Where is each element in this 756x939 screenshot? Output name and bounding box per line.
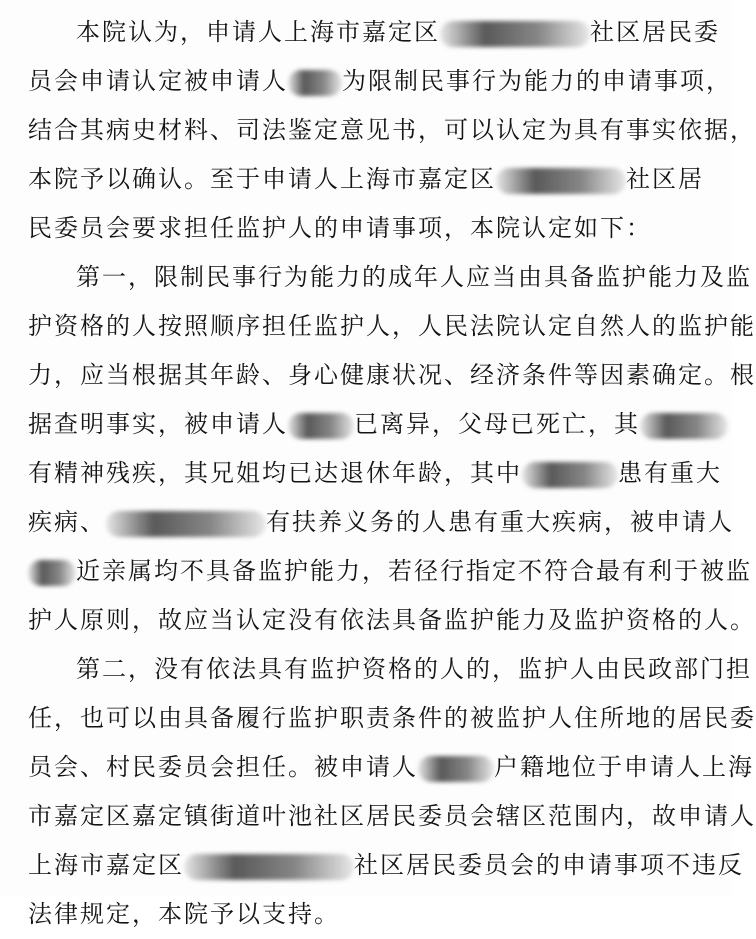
text-segment: 已离异，父母已死亡，其 <box>354 410 640 438</box>
text-line <box>28 155 704 204</box>
text-segment: 社区居民委 <box>590 18 720 46</box>
text-segment: 护人原则，故应当认定没有依法具备监护能力及监护资格的人。 <box>28 606 756 634</box>
text-segment: 有精神残疾，其兄姐均已达退休年龄，其中 <box>28 459 522 487</box>
text-line <box>28 351 756 400</box>
text-segment: 任，也可以由具备履行监护职责条件的被监护人住所地的居民委 <box>28 704 756 732</box>
text-segment: 市嘉定区嘉定镇街道叶池社区居民委员会辖区范围内，故申请人 <box>28 802 756 830</box>
text-line <box>28 792 756 841</box>
text-segment: 患有重大 <box>618 459 722 487</box>
redaction-mark <box>184 854 354 880</box>
redaction-mark <box>440 21 590 47</box>
text-segment: 护资格的人按照顺序担任监护人，人民法院认定自然人的监护能 <box>28 312 756 340</box>
text-line <box>28 596 756 645</box>
text-line <box>28 645 752 694</box>
redaction-mark <box>106 511 266 537</box>
redaction-mark <box>640 413 728 439</box>
text-segment: 社区居 <box>626 165 704 193</box>
text-line <box>28 302 756 351</box>
redaction-mark <box>496 168 626 194</box>
text-segment: 第二，没有依法具有监护资格的人的，监护人由民政部门担 <box>76 655 752 683</box>
text-segment: 本院予以确认。至于申请人上海市嘉定区 <box>28 165 496 193</box>
text-segment: 上海市嘉定区 <box>28 851 184 879</box>
text-segment: 第一，限制民事行为能力的成年人应当由具备监护能力及监 <box>76 263 752 291</box>
text-line <box>28 106 756 155</box>
text-segment: 为限制民事行为能力的申请事项， <box>342 67 732 95</box>
text-line <box>28 57 732 106</box>
text-segment: 结合其病史材料、司法鉴定意见书，可以认定为具有事实依据， <box>28 116 756 144</box>
text-line <box>28 694 756 743</box>
text-line <box>28 253 752 302</box>
text-segment: 员会、村民委员会担任。被申请人 <box>28 753 418 781</box>
text-line <box>28 8 720 57</box>
text-line <box>28 400 704 449</box>
redaction-mark <box>288 70 342 96</box>
text-segment: 近亲属均不具备监护能力，若径行指定不符合最有利于被监 <box>76 557 752 585</box>
text-segment: 社区居民委员会的申请事项不违反 <box>354 851 744 879</box>
text-line <box>28 743 754 792</box>
text-line <box>28 498 734 547</box>
text-segment: 法律规定，本院予以支持。 <box>28 900 340 928</box>
text-line <box>28 841 744 890</box>
text-line <box>28 449 722 498</box>
text-segment: 力，应当根据其年龄、身心健康状况、经济条件等因素确定。根 <box>28 361 756 389</box>
text-segment: 员会申请认定被申请人 <box>28 67 288 95</box>
text-line <box>28 204 704 253</box>
text-segment: 本院认为，申请人上海市嘉定区 <box>76 18 440 46</box>
text-segment: 户籍地位于申请人上海 <box>494 753 754 781</box>
redaction-mark <box>418 756 494 782</box>
redaction-mark <box>522 462 618 488</box>
redaction-mark <box>28 560 76 586</box>
text-line <box>28 890 704 939</box>
text-line <box>28 547 752 596</box>
redaction-mark <box>288 413 354 439</box>
text-segment: 民委员会要求担任监护人的申请事项，本院认定如下： <box>28 214 652 242</box>
text-segment: 据查明事实，被申请人 <box>28 410 288 438</box>
text-segment: 有扶养义务的人患有重大疾病，被申请人 <box>266 508 734 536</box>
text-segment: 疾病、 <box>28 508 106 536</box>
